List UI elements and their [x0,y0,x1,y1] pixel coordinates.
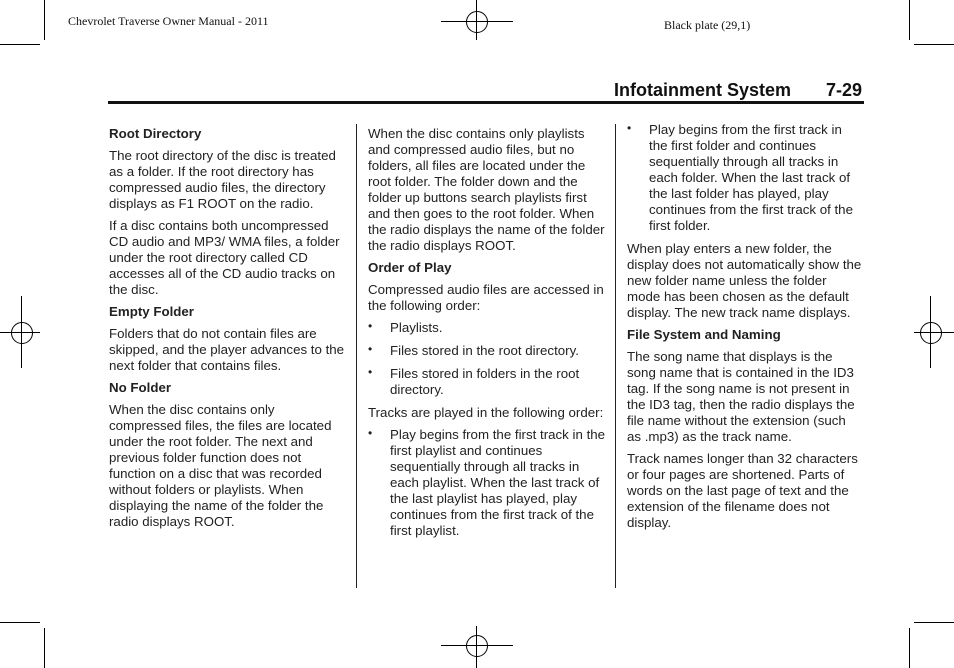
paragraph: When the disc contains only playlists and compressed audio files, but no folders, all files are located under the root folder. The folder down and the folder up buttons search playlists first and then goes to the root folder. When the radio displays the name of the folder the radio displays ROOT. [368,126,605,253]
heading-file-system: File System and Naming [627,327,781,342]
column-divider [356,124,357,588]
paragraph: If a disc contains both uncompressed CD audio and MP3/ WMA files, a folder under the root directory called CD accesses all of the CD audio tracks on the disc. [109,218,340,297]
crop-mark [909,628,910,668]
crop-mark [44,0,45,40]
manual-title: Chevrolet Traverse Owner Manual - 2011 [68,14,269,28]
paragraph: The root directory of the disc is treated as a folder. If the root directory has compressed audio files, the directory displays as F1 ROOT on the radio. [109,148,336,211]
bullet-icon: • [627,121,632,135]
paragraph: Tracks are played in the following order: [368,405,604,420]
list-item: • Files stored in the root directory. [368,342,579,358]
heading-order-of-play: Order of Play [368,260,452,275]
plate-label: Black plate (29,1) [664,18,751,32]
heading-root-directory: Root Directory [109,126,202,141]
section-title: Infotainment System [614,80,792,100]
list-item: • Play begins from the first track in the first folder and continues sequentially through all tracks in each folder. When the last track of the last folder has played, play continues from the first track of the first folder. [627,121,853,233]
paragraph: When the disc contains only compressed files, the files are located under the root folder. The next and previous folder function does not function on a disc that was recorded without folders or playlists. When displaying the name of the folder the radio displays ROOT. [109,402,332,529]
column-3 [627,122,863,537]
paragraph: Track names longer than 32 characters or four pages are shortened. Parts of words on the last page of text and the extension of the filename does not display. [627,451,858,530]
list-item: • Files stored in folders in the root directory. [368,365,580,397]
paragraph: Compressed audio files are accessed in the following order: [368,282,604,313]
crop-mark [44,628,45,668]
crop-mark [909,0,910,40]
crop-mark [914,44,954,45]
paragraph: When play enters a new folder, the display does not automatically show the new folder name unless the folder mode has been chosen as the default display. The new track name displays. [627,241,862,320]
crop-mark [914,622,954,623]
bullet-icon: • [368,319,373,333]
column-1 [109,126,345,536]
header-rule [108,101,864,104]
paragraph: Folders that do not contain files are skipped, and the player advances to the next folder that contains files. [109,326,345,373]
column-divider [615,124,616,588]
crop-mark [0,44,40,45]
column-2 [368,126,606,546]
bullet-icon: • [368,365,373,379]
page-number: 7-29 [826,80,863,100]
heading-no-folder: No Folder [109,380,172,395]
list-item: • Play begins from the first track in the first playlist and continues sequentially through all tracks in each playlist. When the last track of the last playlist has played, play continues from the first track of the first playlist. [368,426,606,538]
list-item: • Playlists. [368,319,443,335]
heading-empty-folder: Empty Folder [109,304,194,319]
bullet-icon: • [368,342,373,356]
crop-mark [0,622,40,623]
paragraph: The song name that displays is the song name that is contained in the ID3 tag. If the song name is not present in the ID3 tag, then the radio displays the file name without the extension (such as .mp3) as the track name. [627,349,855,444]
bullet-icon: • [368,426,373,440]
